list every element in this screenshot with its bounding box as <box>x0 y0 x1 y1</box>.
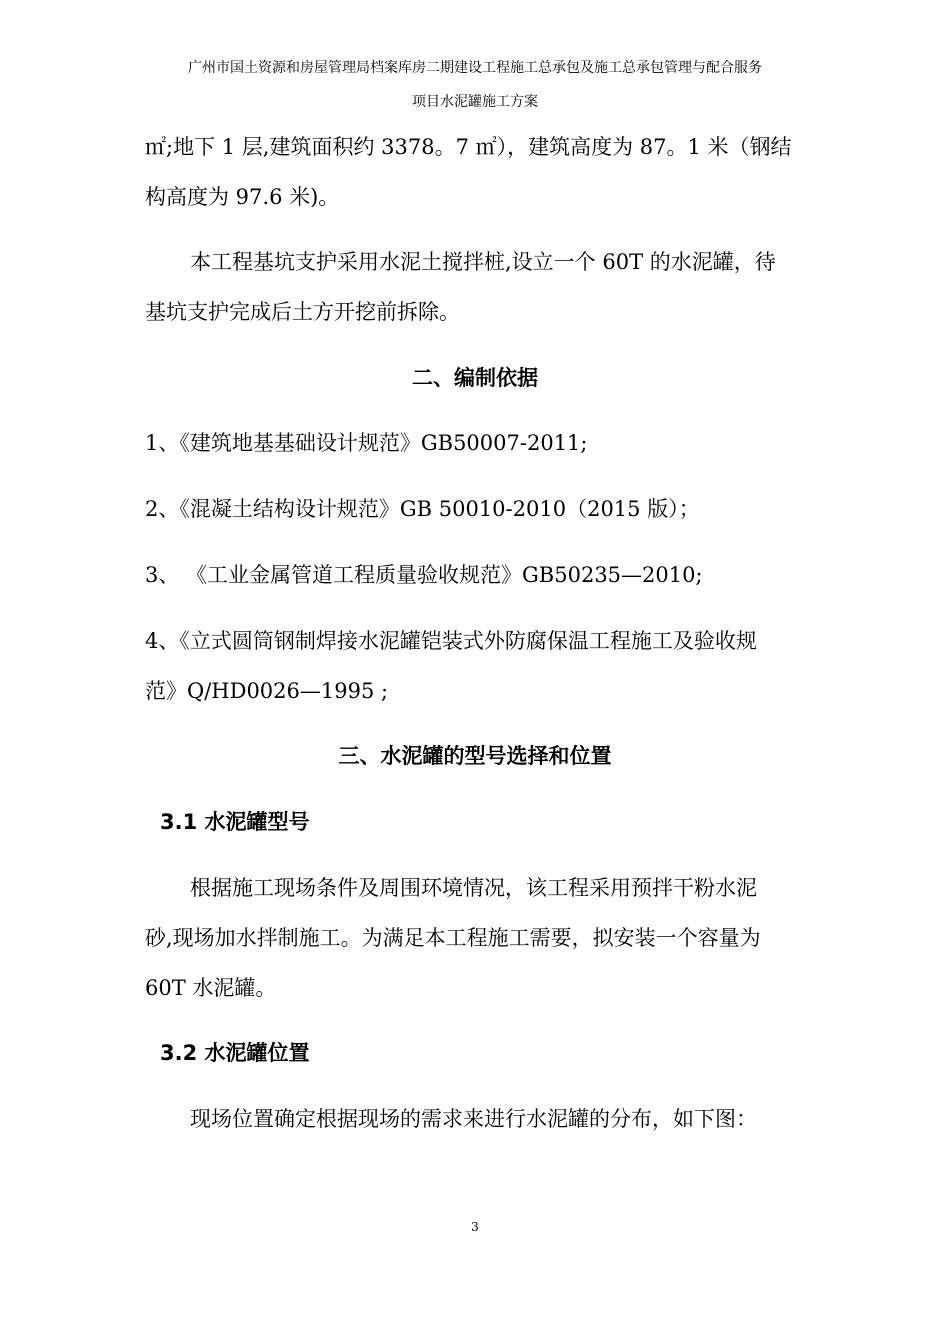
reference-item-1: 1、《建筑地基基础设计规范》GB50007-2011; <box>145 431 588 455</box>
reference-item-3: 3、 《工业金属管道工程质量验收规范》GB50235—2010; <box>145 563 703 587</box>
subsection-3-1-line-3: 60T 水泥罐。 <box>145 976 277 1000</box>
paragraph-1-line-2: 构高度为 97.6 米)。 <box>145 185 340 209</box>
reference-item-4-line-2: 范》Q/HD0026—1995 ; <box>145 679 389 703</box>
paragraph-2-line-2: 基坑支护完成后土方开挖前拆除。 <box>145 300 460 324</box>
reference-item-4-line-1: 4、《立式圆筒钢制焊接水泥罐铠装式外防腐保温工程施工及验收规 <box>145 629 757 653</box>
paragraph-2-line-1: 本工程基坑支护采用水泥土搅拌桩,设立一个 60T 的水泥罐，待 <box>190 250 776 274</box>
paragraph-1-line-1: ㎡;地下 1 层,建筑面积约 3378。7 ㎡），建筑高度为 87。1 米（钢结 <box>145 135 792 159</box>
running-header-line-1: 广州市国土资源和房屋管理局档案库房二期建设工程施工总承包及施工总承包管理与配合服务 <box>188 60 762 76</box>
subsection-3-1-line-1: 根据施工现场条件及周围环境情况，该工程采用预拌干粉水泥 <box>190 876 757 900</box>
section-3-heading: 三、水泥罐的型号选择和位置 <box>338 743 612 768</box>
reference-item-2: 2、《混凝土结构设计规范》GB 50010-2010（2015 版）； <box>145 497 700 521</box>
subsection-3-2-heading: 3.2 水泥罐位置 <box>160 1041 310 1065</box>
subsection-3-2-line-1: 现场位置确定根据现场的需求来进行水泥罐的分布，如下图： <box>190 1107 757 1131</box>
section-2-heading: 二、编制依据 <box>412 365 538 390</box>
subsection-3-1-heading: 3.1 水泥罐型号 <box>160 810 310 834</box>
subsection-3-1-line-2: 砂,现场加水拌制施工。为满足本工程施工需要，拟安装一个容量为 <box>145 926 761 950</box>
running-header-line-2: 项目水泥罐施工方案 <box>412 94 538 110</box>
page-number: 3 <box>471 1220 479 1234</box>
